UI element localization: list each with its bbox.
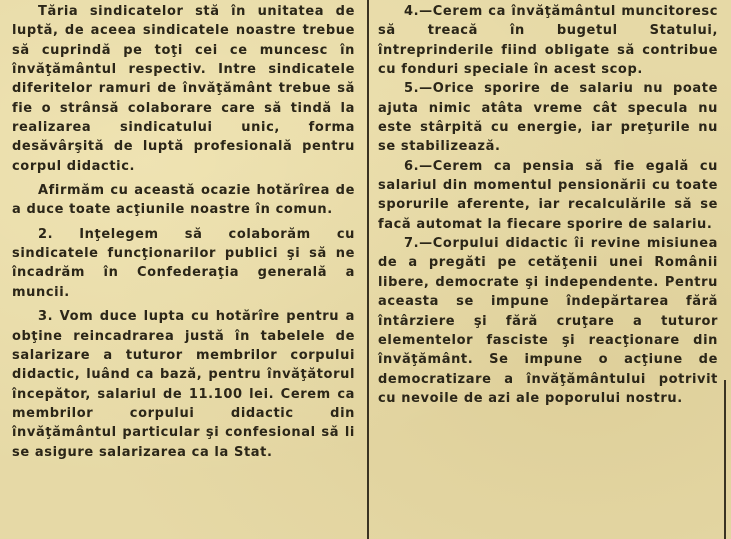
right-column — [378, 2, 718, 408]
right-paragraph-7: 7.—Corpului didactic îi revine misiunea de a pregăti pe cetăţenii unei Românii libere, democrate şi independente. Pentru aceasta se impune îndepărtarea fără întârziere şi fără cruţare a tuturor elementelor fasciste şi reacţionare din învăţământ. Se impune o acţiune de democratizare a învăţământului potrivit cu nevoile de azi ale poporului nostru. — [378, 236, 718, 406]
left-column — [12, 2, 355, 462]
right-edge-rule — [724, 380, 726, 539]
right-paragraph-6: 6.—Cerem ca pensia să fie egală cu salariul din momentul pensionării cu toate sporurile aferente, iar recalculările să se facă automat la fiecare sporire de salariu. — [378, 158, 718, 232]
right-paragraph-4: 4.—Cerem ca învăţământul muncitoresc să treacă în bugetul Statului, întreprinderile fiind obligate să contribue cu fonduri speciale în acest scop. — [378, 4, 718, 78]
left-paragraph-3: 2. Inţelegem să colaborăm cu sindicatele funcţionarilor publici şi să ne încadrăm în Confederaţia generală a muncii. — [12, 226, 355, 300]
right-paragraph-5: 5.—Orice sporire de salariu nu poate ajuta nimic atâta vreme cât specula nu este stârpită cu energie, iar preţurile nu se stabilizează. — [378, 81, 718, 155]
left-paragraph-1: Tăria sindicatelor stă în unitatea de luptă, de aceea sindicatele noastre trebue să cuprindă pe toţi cei ce muncesc în învăţământul respectiv. Intre sindicatele diferitelor ramuri de învăţământ trebue să fie o strânsă colaborare care să tindă la realizarea sindicatului unic, forma desăvârşită de luptă profesională pentru corpul didactic. — [12, 4, 355, 174]
column-divider — [367, 0, 369, 539]
left-paragraph-2: Afirmăm cu această ocazie hotărîrea de a duce toate acţiunile noastre în comun. — [12, 183, 355, 218]
left-paragraph-4: 3. Vom duce lupta cu hotărîre pentru a obţine reincadrarea justă în tabelele de salarizare a tuturor membrilor corpului didactic, luând ca bază, pentru învăţătorul începător, salariul de 11.100 lei. Cerem ca membrilor corpului didactic din învăţământul particular şi confesional să li se asigure salarizarea ca la Stat. — [12, 309, 355, 460]
